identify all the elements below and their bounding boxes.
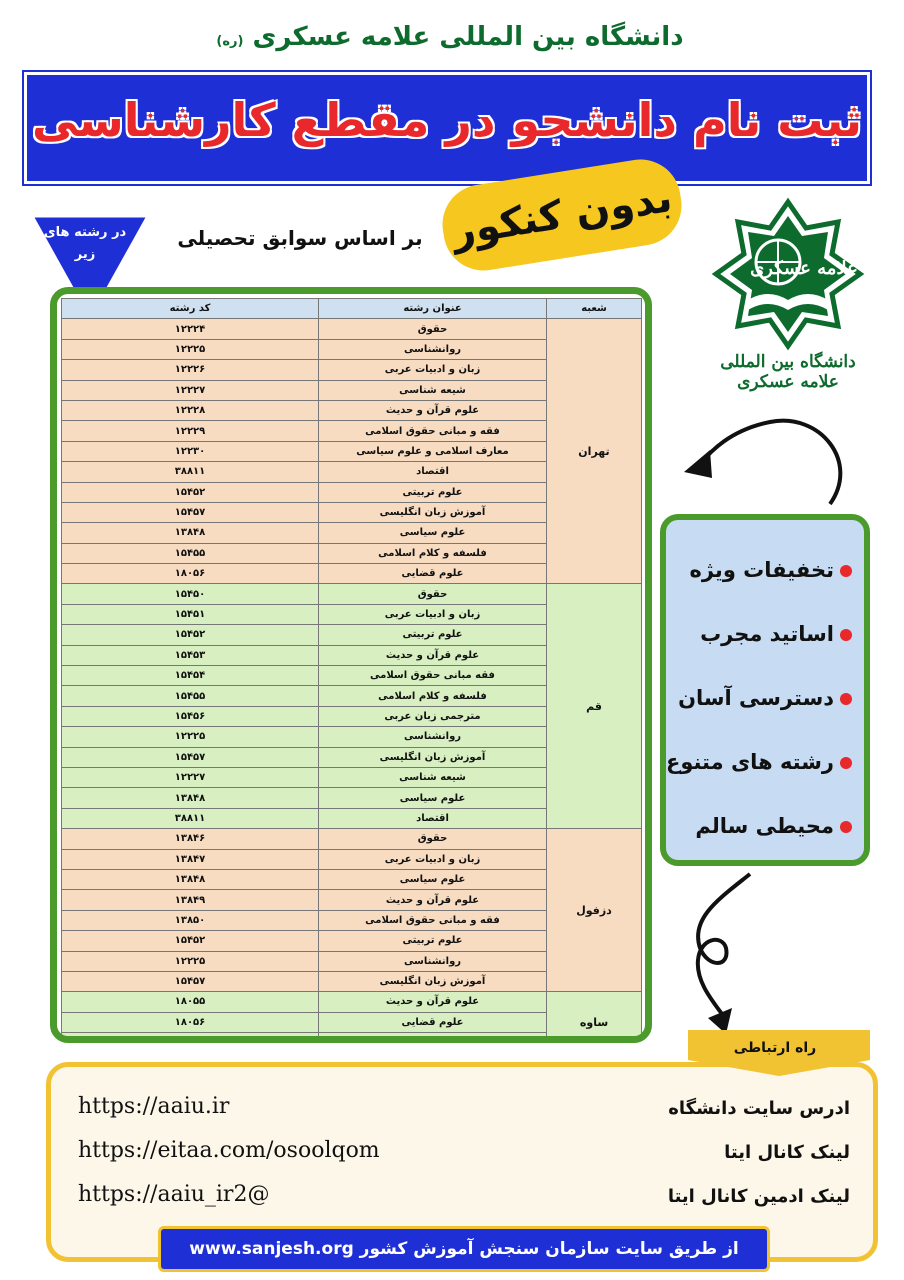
- university-name: دانشگاه بین المللی علامه عسکری: [252, 22, 684, 52]
- code-cell: ۱۵۴۵۶: [62, 706, 319, 726]
- no-exam-badge: بدون کنکور: [437, 154, 687, 276]
- code-cell: ۱۵۴۵۷: [62, 747, 319, 767]
- code-cell: ۳۸۸۱۱: [62, 462, 319, 482]
- title-cell: علوم سیاسی: [319, 523, 547, 543]
- curved-arrow-icon: [660, 392, 870, 512]
- title-cell: آموزش زبان انگلیسی: [319, 502, 547, 522]
- bullet-dot-icon: [840, 757, 852, 769]
- title-cell: فقه و مبانی حقوق اسلامی: [319, 1033, 547, 1043]
- code-cell: ۱۵۴۵۱: [62, 604, 319, 624]
- title-cell: روانشناسی: [319, 339, 547, 359]
- title-cell: فقه مبانی حقوق اسلامی: [319, 666, 547, 686]
- title-cell: علوم قرآن و حدیث: [319, 890, 547, 910]
- code-cell: ۱۳۸۴۸: [62, 523, 319, 543]
- title-cell: آموزش زبان انگلیسی: [319, 747, 547, 767]
- code-cell: ۱۳۸۴۷: [62, 849, 319, 869]
- badge-line-1: در رشته های: [43, 225, 127, 240]
- title-cell: فقه و مبانی حقوق اسلامی: [319, 910, 547, 930]
- feature-item: [662, 806, 852, 846]
- branch-cell-saveh: ساوه: [547, 992, 642, 1043]
- bullet-dot-icon: [840, 629, 852, 641]
- code-cell: ۱۲۲۳۰: [62, 441, 319, 461]
- bullet-dot-icon: [840, 693, 852, 705]
- code-cell: ۱۲۲۲۵: [62, 951, 319, 971]
- code-cell: ۱۸۰۵۶: [62, 1012, 319, 1032]
- bullet-dot-icon: [840, 821, 852, 833]
- code-cell: ۱۲۲۲۸: [62, 400, 319, 420]
- title-cell: اقتصاد: [319, 808, 547, 828]
- majors-table: [61, 298, 642, 1043]
- features-box: [660, 514, 870, 866]
- code-cell: ۱۲۲۲۶: [62, 360, 319, 380]
- code-cell: ۱۲۲۲۷: [62, 380, 319, 400]
- contact-heading: راه ارتباطی: [733, 1040, 817, 1056]
- title-cell: مترجمی زبان عربی: [319, 706, 547, 726]
- code-cell: ۱۵۴۵۲: [62, 625, 319, 645]
- feature-label: اساتید مجرب: [700, 622, 834, 646]
- basis-subtitle: بر اساس سوابق تحصیلی: [177, 226, 423, 250]
- banner-title: ثبت نام دانشجو در مقطع کارشناسی: [32, 93, 862, 147]
- title-cell: فلسفه و کلام اسلامی: [319, 686, 547, 706]
- eitaa-channel-link[interactable]: https://eitaa.com/osoolqom: [78, 1138, 380, 1163]
- university-site-link[interactable]: https://aaiu.ir: [78, 1094, 230, 1119]
- code-cell: ۱۵۴۵۵: [62, 543, 319, 563]
- feature-item: [662, 550, 852, 590]
- title-cell: حقوق: [319, 319, 547, 339]
- title-cell: حقوق: [319, 829, 547, 849]
- code-cell: ۱۵۴۵۷: [62, 502, 319, 522]
- header-branch: شعبه: [547, 299, 642, 319]
- feature-label: محیطی سالم: [695, 814, 834, 838]
- title-cell: زبان و ادبیات عربی: [319, 849, 547, 869]
- eitaa-channel-label: لینک کانال ایتا: [724, 1142, 850, 1163]
- code-cell: ۱۵۴۵۵: [62, 686, 319, 706]
- table-row: [62, 992, 642, 1012]
- branch-cell-tehran: تهران: [547, 319, 642, 584]
- logo-caption: دانشگاه بین المللی علامه عسکری: [720, 352, 856, 392]
- university-title: [180, 22, 720, 62]
- title-cell: علوم تربیتی: [319, 625, 547, 645]
- bullet-dot-icon: [840, 565, 852, 577]
- title-cell: زبان و ادبیات عربی: [319, 604, 547, 624]
- code-cell: ۱۸۰۵۵: [62, 992, 319, 1012]
- badge-line-2: زیر: [74, 247, 96, 262]
- code-cell: ۱۲۲۲۹: [62, 421, 319, 441]
- code-cell: ۱۳۸۴۶: [62, 829, 319, 849]
- code-cell: ۳۸۸۱۱: [62, 808, 319, 828]
- university-site-label: ادرس سایت دانشگاه: [668, 1098, 850, 1119]
- title-cell: شیعه شناسی: [319, 380, 547, 400]
- title-cell: روانشناسی: [319, 951, 547, 971]
- branch-cell-qom: قم: [547, 584, 642, 829]
- code-cell: ۱۵۴۵۲: [62, 931, 319, 951]
- table-row: [62, 584, 642, 604]
- code-cell: ۱۸۰۵۶: [62, 564, 319, 584]
- title-cell: حقوق: [319, 584, 547, 604]
- title-cell: علوم تربیتی: [319, 482, 547, 502]
- branch-cell-dezful: دزفول: [547, 829, 642, 992]
- code-cell: ۱۵۴۵۳: [62, 645, 319, 665]
- table-row: [62, 829, 642, 849]
- code-cell: ۱۸۰۵۷: [62, 1033, 319, 1043]
- code-cell: ۱۳۸۴۹: [62, 890, 319, 910]
- title-cell: علوم قرآن و حدیث: [319, 645, 547, 665]
- majors-table-frame: [50, 287, 652, 1043]
- feature-label: تخفیفات ویژه: [689, 558, 834, 582]
- code-cell: ۱۳۸۴۸: [62, 869, 319, 889]
- code-cell: ۱۲۲۲۷: [62, 767, 319, 787]
- code-cell: ۱۲۲۲۵: [62, 339, 319, 359]
- feature-item: [662, 742, 852, 782]
- code-cell: ۱۲۲۲۵: [62, 727, 319, 747]
- title-cell: علوم قضایی: [319, 1012, 547, 1032]
- title-cell: شیعه شناسی: [319, 767, 547, 787]
- title-cell: علوم تربیتی: [319, 931, 547, 951]
- eitaa-admin-label: لینک ادمین کانال ایتا: [667, 1186, 850, 1207]
- code-cell: ۱۲۲۲۴: [62, 319, 319, 339]
- honorific: (ره): [216, 34, 244, 49]
- feature-label: رشته های متنوع: [665, 750, 834, 774]
- title-cell: علوم سیاسی: [319, 869, 547, 889]
- title-cell: آموزش زبان انگلیسی: [319, 971, 547, 991]
- code-cell: ۱۵۴۵۲: [62, 482, 319, 502]
- title-cell: فقه و مبانی حقوق اسلامی: [319, 421, 547, 441]
- title-cell: علوم سیاسی: [319, 788, 547, 808]
- code-cell: ۱۵۴۵۷: [62, 971, 319, 991]
- fields-badge-text: [30, 222, 140, 272]
- title-cell: فلسفه و کلام اسلامی: [319, 543, 547, 563]
- title-cell: اقتصاد: [319, 462, 547, 482]
- title-cell: علوم قرآن و حدیث: [319, 992, 547, 1012]
- eitaa-admin-link[interactable]: https://aaiu_ir2@: [78, 1182, 270, 1207]
- title-cell: معارف اسلامی و علوم سیاسی: [319, 441, 547, 461]
- code-cell: ۱۳۸۴۸: [62, 788, 319, 808]
- sanjesh-footer-bar[interactable]: www.sanjesh.org از طریق سایت سازمان سنجش آموزش کشور: [158, 1226, 770, 1272]
- title-cell: علوم قرآن و حدیث: [319, 400, 547, 420]
- registration-banner: [24, 72, 870, 184]
- code-cell: ۱۵۴۵۰: [62, 584, 319, 604]
- title-cell: زبان و ادبیات عربی: [319, 360, 547, 380]
- table-row: [62, 319, 642, 339]
- curved-arrow-down-icon: [660, 868, 810, 1036]
- emblem-text: علامه عسکری: [750, 258, 858, 279]
- title-cell: علوم قضایی: [319, 564, 547, 584]
- feature-item: [662, 614, 852, 654]
- title-cell: روانشناسی: [319, 727, 547, 747]
- feature-label: دسترسی آسان: [678, 686, 834, 710]
- header-code: کد رشته: [62, 299, 319, 319]
- header-title: عنوان رشته: [319, 299, 547, 319]
- code-cell: ۱۳۸۵۰: [62, 910, 319, 930]
- feature-item: [662, 678, 852, 718]
- code-cell: ۱۵۴۵۴: [62, 666, 319, 686]
